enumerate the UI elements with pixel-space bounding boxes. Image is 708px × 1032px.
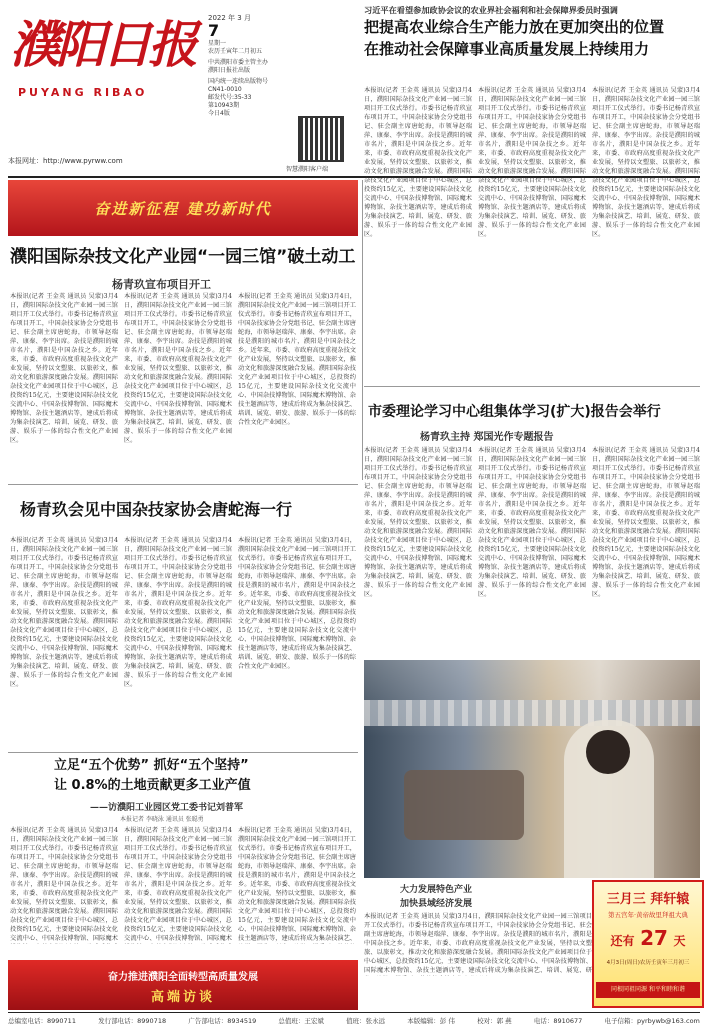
footer-item: 校对：郭 燕 [477,1017,512,1025]
campaign-banner-text: 奋进新征程 建功新时代 [94,200,272,218]
ad-countdown-suffix: 天 [673,934,686,948]
sponsor-1: 中共濮阳市委主管主办 [208,59,269,66]
interview-banner [8,960,358,1010]
masthead [8,6,358,182]
story5-headline-2: 让 0.8%的土地贡献更多工业产值 [54,778,251,793]
footer-item: 广告部电话：8934519 [188,1017,257,1025]
masthead-logo: 濮阳日报 [10,15,194,74]
story2-col-1: 本报讯(记者 王金英 通讯员 吴蒙)3月4日，濮阳国际杂技文化产业园一园三馆项目开工仪式举行。市委书记杨青玖宣布项目开工，中国杂技家协会分党组书记、驻会副主席唐蛇海，市领导赵瑞萍、康秦、李宇出席。杂技是濮阳的城市名片，濮阳是中国杂技之乡。近年来，市委、市政府高度重视杂技文化产业发展，坚持以文塑旅、以旅彰文，推动文化和旅游深度融合发展。濮阳国际杂技文化产业园项目位于中心城区，总投资约15亿元，主要建设国际杂技文化交流中心、中国杂技博物馆、国际魔术博物馆、杂技主题酒店等，建成后将成为集杂技演艺、培训、展览、研发、旅游、娱乐于一体的综合性文化产业园区。 [10,293,118,444]
masthead-pinyin: PUYANG RIBAO [18,86,148,99]
ad-slogan: 同根同祖同源 和平和睦和谐 [596,982,700,998]
cn-code-label: 国内统一连续出版物号 [208,78,269,85]
photo-caption-2: 加快县域经济发展 [400,899,473,909]
story2-subheadline: 杨青玖宣布项目开工 [112,278,211,291]
ad-title: 三月三 拜轩辕 [606,892,690,907]
lunar-date: 农历壬寅年二月初五 [208,48,263,55]
advertisement[interactable] [592,880,704,1008]
photo-caption-text: 本报讯(记者 王金英 通讯员 吴蒙)3月4日，濮阳国际杂技文化产业园一园三馆项目开工仪式举行。市委书记杨青玖宣布项目开工，中国杂技家协会分党组书记、驻会副主席唐蛇海，市领导赵瑞萍、康秦、李宇出席。杂技是濮阳的城市名片，濮阳是中国杂技之乡。近年来，市委、市政府高度重视杂技文化产业发展，坚持以文塑旅、以旅彰文，推动文化和旅游深度融合发展。濮阳国际杂技文化产业园项目位于中心城区，总投资约15亿元，主要建设国际杂技文化交流中心、中国杂技博物馆、国际魔术博物馆、杂技主题酒店等，建成后将成为集杂技演艺、培训、展览、研 [364,913,592,974]
story3-subheadline: 杨青玖主持 郑国光作专题报告 [420,432,554,443]
campaign-banner [8,180,358,236]
ad-subtitle: 第五宫年·黄帝故里拜祖大典 [607,911,689,919]
factory-photo [364,660,700,878]
story5-subheadline: ——访濮阳工业园区党工委书记刘普军 [90,803,244,813]
qr-caption: 智慧濮阳客户端 [286,166,329,173]
masthead-date-box [208,14,298,117]
story5-col-1: 本报讯(记者 王金英 通讯员 吴蒙)3月4日，濮阳国际杂技文化产业园一园三馆项目开工仪式举行。市委书记杨青玖宣布项目开工，中国杂技家协会分党组书记、驻会副主席唐蛇海，市领导赵瑞萍、康秦、李宇出席。杂技是濮阳的城市名片，濮阳是中国杂技之乡。近年来，市委、市政府高度重视杂技文化产业发展，坚持以文塑旅、以旅彰文，推动文化和旅游深度融合发展。濮阳国际杂技文化产业园项目位于中心城区，总投资约15亿元，主要建设国际杂技文化交流中心、中国杂技博物馆、国际魔术 [10,827,118,942]
postal-code: 邮发代号:35-33 [208,94,252,101]
top-story-col-2: 本报讯(记者 王金英 通讯员 吴蒙)3月4日，濮阳国际杂技文化产业园一园三馆项目开工仪式举行。市委书记杨青玖宣布项目开工，中国杂技家协会分党组书记、驻会副主席唐蛇海，市领导赵瑞萍、康秦、李宇出席。杂技是濮阳的城市名片，濮阳是中国杂技之乡。近年来，市委、市政府高度重视杂技文化产业发展，坚持以文塑旅、以旅彰文，推动文化和旅游深度融合发展。濮阳国际杂技文化产业园项目位于中心城区，总投资约15亿元，主要建设国际杂技文化交流中心、中国杂技博物馆、国际魔术博物馆、杂技主题酒店等，建成后将成为集杂技演艺、培训、展览、研发、旅游、娱乐于一体的综合性文化产业园区。 [478,87,586,238]
footer-item: 总编室电话：8990711 [8,1017,76,1025]
footer-item: 本版编辑：彭 伟 [407,1017,455,1025]
story2-col-3: 本报讯(记者 王金英 通讯员 吴蒙)3月4日，濮阳国际杂技文化产业园一园三馆项目开工仪式举行。市委书记杨青玖宣布项目开工，中国杂技家协会分党组书记、驻会副主席唐蛇海，市领导赵瑞萍、康秦、李宇出席。杂技是濮阳的城市名片，濮阳是中国杂技之乡。近年来，市委、市政府高度重视杂技文化产业发展，坚持以文塑旅、以旅彰文，推动文化和旅游深度融合发展。濮阳国际杂技文化产业园项目位于中心城区，总投资约15亿元，主要建设国际杂技文化交流中心、中国杂技博物馆、国际魔术博物馆、杂技主题酒店等，建成后将成为集杂技演艺、培训、展览、研发、旅游、娱乐于一体的综合性文化产业园区。 [238,293,356,426]
story3-col-1: 本报讯(记者 王金英 通讯员 吴蒙)3月4日，濮阳国际杂技文化产业园一园三馆项目开工仪式举行。市委书记杨青玖宣布项目开工，中国杂技家协会分党组书记、驻会副主席唐蛇海，市领导赵瑞萍、康秦、李宇出席。杂技是濮阳的城市名片，濮阳是中国杂技之乡。近年来，市委、市政府高度重视杂技文化产业发展，坚持以文塑旅、以旅彰文，推动文化和旅游深度融合发展。濮阳国际杂技文化产业园项目位于中心城区，总投资约15亿元，主要建设国际杂技文化交流中心、中国杂技博物馆、国际魔术博物馆、杂技主题酒店等，建成后将成为集杂技演艺、培训、展览、研发、旅游、娱乐于一体的综合性文化产业园区。 [364,447,472,598]
story4-col-3: 本报讯(记者 王金英 通讯员 吴蒙)3月4日，濮阳国际杂技文化产业园一园三馆项目开工仪式举行。市委书记杨青玖宣布项目开工，中国杂技家协会分党组书记、驻会副主席唐蛇海，市领导赵瑞萍、康秦、李宇出席。杂技是濮阳的城市名片，濮阳是中国杂技之乡。近年来，市委、市政府高度重视杂技文化产业发展，坚持以文塑旅、以旅彰文，推动文化和旅游深度融合发展。濮阳国际杂技文化产业园项目位于中心城区，总投资约15亿元，主要建设国际杂技文化交流中心、中国杂技博物馆、国际魔术博物馆、杂技主题酒店等，建成后将成为集杂技演艺、培训、展览、研发、旅游、娱乐于一体的综合性文化产业园区。 [238,537,356,670]
issue-number: 第10943期 [208,102,240,109]
interview-banner-line2: 高端访谈 [150,990,215,1005]
footer-item: 总值班：王宏斌 [278,1017,324,1025]
story5-headline-1: 立足“五个优势” 抓好“五个坚持” [54,758,249,773]
date-day: 7 [208,21,220,40]
ad-countdown-number: 27 [640,926,668,950]
ad-countdown-prefix: 还有 [610,934,635,948]
story5-col-3: 本报讯(记者 王金英 通讯员 吴蒙)3月4日，濮阳国际杂技文化产业园一园三馆项目开工仪式举行。市委书记杨青玖宣布项目开工，中国杂技家协会分党组书记、驻会副主席唐蛇海，市领导赵瑞萍、康秦、李宇出席。杂技是濮阳的城市名片，濮阳是中国杂技之乡。近年来，市委、市政府高度重视杂技文化产业发展，坚持以文塑旅、以旅彰文，推动文化和旅游深度融合发展。濮阳国际杂技文化产业园项目位于中心城区，总投资约15亿元，主要建设国际杂技文化交流中心、中国杂技博物馆、国际魔术博物馆、杂技主题酒店等，建成后将成为集杂技演艺、 [238,827,356,942]
footer [8,1016,700,1028]
photo-caption-1: 大力发展特色产业 [400,885,473,895]
story5-byline: 本报记者 李晓泳 通讯员 张聪勇 [120,816,204,823]
top-story [364,4,702,84]
story3-headline: 市委理论学习中心组集体学习(扩大)报告会举行 [368,404,661,420]
weekday: 星期一 [208,40,227,47]
story3-col-2: 本报讯(记者 王金英 通讯员 吴蒙)3月4日，濮阳国际杂技文化产业园一园三馆项目开工仪式举行。市委书记杨青玖宣布项目开工，中国杂技家协会分党组书记、驻会副主席唐蛇海，市领导赵瑞萍、康秦、李宇出席。杂技是濮阳的城市名片，濮阳是中国杂技之乡。近年来，市委、市政府高度重视杂技文化产业发展，坚持以文塑旅、以旅彰文，推动文化和旅游深度融合发展。濮阳国际杂技文化产业园项目位于中心城区，总投资约15亿元，主要建设国际杂技文化交流中心、中国杂技博物馆、国际魔术博物馆、杂技主题酒店等，建成后将成为集杂技演艺、培训、展览、研发、旅游、娱乐于一体的综合性文化产业园区。 [478,447,586,598]
page-count: 今日4版 [208,110,230,117]
footer-item: 电话：8910677 [533,1017,583,1025]
website[interactable]: 本报网址：http://www.pyrww.com [8,157,123,165]
qr-code[interactable] [298,116,344,162]
top-story-col-1: 本报讯(记者 王金英 通讯员 吴蒙)3月4日，濮阳国际杂技文化产业园一园三馆项目开工仪式举行。市委书记杨青玖宣布项目开工，中国杂技家协会分党组书记、驻会副主席唐蛇海，市领导赵瑞萍、康秦、李宇出席。杂技是濮阳的城市名片，濮阳是中国杂技之乡。近年来，市委、市政府高度重视杂技文化产业发展，坚持以文塑旅、以旅彰文，推动文化和旅游深度融合发展。濮阳国际杂技文化产业园项目位于中心城区，总投资约15亿元，主要建设国际杂技文化交流中心、中国杂技博物馆、国际魔术博物馆、杂技主题酒店等，建成后将成为集杂技演艺、培训、展览、研发、旅游、娱乐于一体的综合性文化产业园区。 [364,87,472,238]
story2-col-2: 本报讯(记者 王金英 通讯员 吴蒙)3月4日，濮阳国际杂技文化产业园一园三馆项目开工仪式举行。市委书记杨青玖宣布项目开工，中国杂技家协会分党组书记、驻会副主席唐蛇海，市领导赵瑞萍、康秦、李宇出席。杂技是濮阳的城市名片，濮阳是中国杂技之乡。近年来，市委、市政府高度重视杂技文化产业发展，坚持以文塑旅、以旅彰文，推动文化和旅游深度融合发展。濮阳国际杂技文化产业园项目位于中心城区，总投资约15亿元，主要建设国际杂技文化交流中心、中国杂技博物馆、国际魔术博物馆、杂技主题酒店等，建成后将成为集杂技演艺、培训、展览、研发、旅游、娱乐于一体的综合性文化产业园区。 [124,293,232,444]
ad-countdown [594,926,702,950]
story4-col-2: 本报讯(记者 王金英 通讯员 吴蒙)3月4日，濮阳国际杂技文化产业园一园三馆项目开工仪式举行。市委书记杨青玖宣布项目开工，中国杂技家协会分党组书记、驻会副主席唐蛇海，市领导赵瑞萍、康秦、李宇出席。杂技是濮阳的城市名片，濮阳是中国杂技之乡。近年来，市委、市政府高度重视杂技文化产业发展，坚持以文塑旅、以旅彰文，推动文化和旅游深度融合发展。濮阳国际杂技文化产业园项目位于中心城区，总投资约15亿元，主要建设国际杂技文化交流中心、中国杂技博物馆、国际魔术博物馆、杂技主题酒店等，建成后将成为集杂技演艺、培训、展览、研发、旅游、娱乐于一体的综合性文化产业园区。 [124,537,232,688]
date-line: 2022 年 3 月 [208,14,251,22]
top-story-headline-2: 在推动社会保障事业高质量发展上持续用力 [364,40,650,58]
story4-headline: 杨青玖会见中国杂技家协会唐蛇海一行 [20,500,293,519]
interview-banner-line1: 奋力推进濮阳全面转型高质量发展 [108,972,258,983]
story2-headline: 濮阳国际杂技文化产业园“一园三馆”破土动工 [10,247,356,267]
ad-date: 4月3日(周日)农历壬寅年三月初三 [606,960,690,966]
top-story-headline-1: 把提高农业综合生产能力放在更加突出的位置 [364,18,665,36]
story3-col-3: 本报讯(记者 王金英 通讯员 吴蒙)3月4日，濮阳国际杂技文化产业园一园三馆项目开工仪式举行。市委书记杨青玖宣布项目开工，中国杂技家协会分党组书记、驻会副主席唐蛇海，市领导赵瑞萍、康秦、李宇出席。杂技是濮阳的城市名片，濮阳是中国杂技之乡。近年来，市委、市政府高度重视杂技文化产业发展，坚持以文塑旅、以旅彰文，推动文化和旅游深度融合发展。濮阳国际杂技文化产业园项目位于中心城区，总投资约15亿元，主要建设国际杂技文化交流中心、中国杂技博物馆、国际魔术博物馆、杂技主题酒店等，建成后将成为集杂技演艺、培训、展览、研发、旅游、娱乐于一体的综合性文化产业园区。 [592,447,700,598]
cn-code: CN41-0010 [208,86,242,93]
footer-item: 发行部电话：8990718 [98,1017,167,1025]
footer-item: 值班：张永远 [346,1017,386,1025]
story5-col-2: 本报讯(记者 王金英 通讯员 吴蒙)3月4日，濮阳国际杂技文化产业园一园三馆项目开工仪式举行。市委书记杨青玖宣布项目开工，中国杂技家协会分党组书记、驻会副主席唐蛇海，市领导赵瑞萍、康秦、李宇出席。杂技是濮阳的城市名片，濮阳是中国杂技之乡。近年来，市委、市政府高度重视杂技文化产业发展，坚持以文塑旅、以旅彰文，推动文化和旅游深度融合发展。濮阳国际杂技文化产业园项目位于中心城区，总投资约15亿元，主要建设国际杂技文化交流中心、中国杂技博物馆、国际魔术 [124,827,232,942]
sponsor-2: 濮阳日报社出版 [208,67,251,74]
top-story-kicker: 习近平在看望参加政协会议的农业界社会福利和社会保障界委员时强调 [364,5,618,15]
top-story-col-3: 本报讯(记者 王金英 通讯员 吴蒙)3月4日，濮阳国际杂技文化产业园一园三馆项目开工仪式举行。市委书记杨青玖宣布项目开工，中国杂技家协会分党组书记、驻会副主席唐蛇海，市领导赵瑞萍、康秦、李宇出席。杂技是濮阳的城市名片，濮阳是中国杂技之乡。近年来，市委、市政府高度重视杂技文化产业发展，坚持以文塑旅、以旅彰文，推动文化和旅游深度融合发展。濮阳国际杂技文化产业园项目位于中心城区，总投资约15亿元，主要建设国际杂技文化交流中心、中国杂技博物馆、国际魔术博物馆、杂技主题酒店等，建成后将成为集杂技演艺、培训、展览、研发、旅游、娱乐于一体的综合性文化产业园区。 [592,87,700,238]
story4-col-1: 本报讯(记者 王金英 通讯员 吴蒙)3月4日，濮阳国际杂技文化产业园一园三馆项目开工仪式举行。市委书记杨青玖宣布项目开工，中国杂技家协会分党组书记、驻会副主席唐蛇海，市领导赵瑞萍、康秦、李宇出席。杂技是濮阳的城市名片，濮阳是中国杂技之乡。近年来，市委、市政府高度重视杂技文化产业发展，坚持以文塑旅、以旅彰文，推动文化和旅游深度融合发展。濮阳国际杂技文化产业园项目位于中心城区，总投资约15亿元，主要建设国际杂技文化交流中心、中国杂技博物馆、国际魔术博物馆、杂技主题酒店等，建成后将成为集杂技演艺、培训、展览、研发、旅游、娱乐于一体的综合性文化产业园区。 [10,537,118,688]
footer-item[interactable]: 电子信箱：pyrbywb@163.com [604,1017,700,1025]
